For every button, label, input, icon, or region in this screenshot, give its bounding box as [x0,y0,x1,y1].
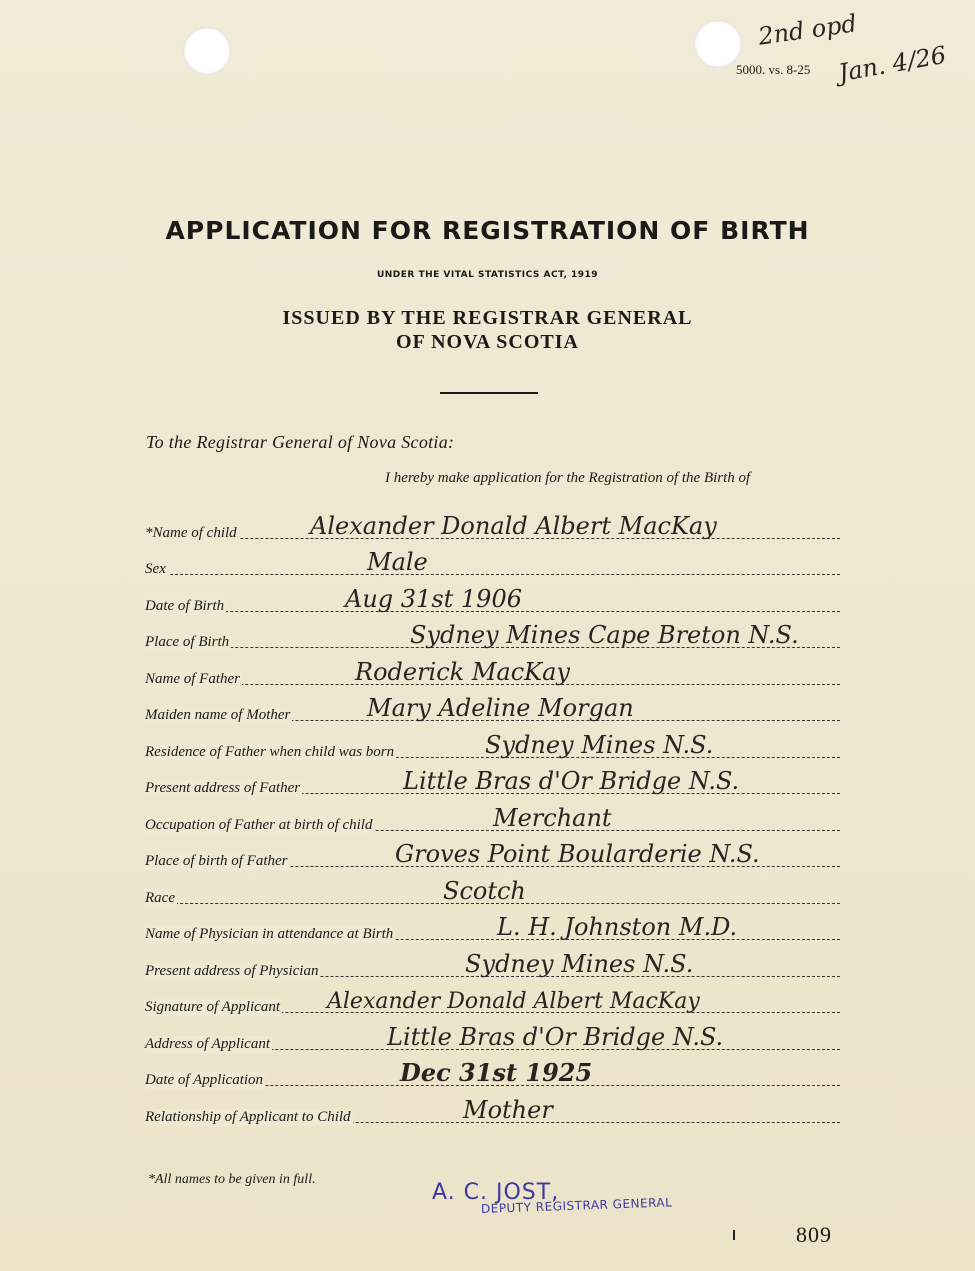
salutation: To the Registrar General of Nova Scotia: [146,432,455,452]
field-label: Sex [145,561,166,577]
serial-number: 809 [796,1222,832,1247]
form-number: 5000. vs. 8-25 [736,62,811,77]
issuer-line-1: ISSUED BY THE REGISTRAR GENERAL [282,307,693,329]
form-title: APPLICATION FOR REGISTRATION OF BIRTH [165,216,810,245]
handwritten-corner-date: Jan. 4/26 [836,40,949,88]
field-value: Dec 31st 1925 [400,1058,593,1087]
field-sex [145,550,840,580]
punch-hole-left [183,27,231,75]
field-value: Roderick MacKay [355,658,570,686]
field-value: Scotch [443,877,526,905]
field-father-present-address [145,769,840,799]
intro-text: I hereby make application for the Registration of the Birth of [385,470,751,486]
field-label: Name of Father [145,671,240,687]
field-label: Maiden name of Mother [145,707,291,723]
field-value: Sydney Mines N.S. [485,731,714,759]
field-value: Alexander Donald Albert MacKay [310,512,717,540]
field-label: Present address of Father [145,780,301,796]
field-label: Occupation of Father at birth of child [145,817,373,833]
field-value: L. H. Johnston M.D. [497,913,738,941]
field-value: Sydney Mines N.S. [465,950,694,978]
field-value: Sydney Mines Cape Breton N.S. [410,621,799,649]
field-mother-maiden-name [145,696,840,726]
field-value: Male [367,548,428,576]
field-value: Little Bras d'Or Bridge N.S. [403,767,740,795]
field-place-of-birth [145,623,840,653]
field-date-of-birth [145,587,840,617]
field-label: Date of Application [145,1072,264,1088]
field-father-residence [145,733,840,763]
field-applicant-relationship [145,1098,840,1128]
field-label: *Name of child [145,525,237,541]
registrar-stamp-name: A. C. JOST, [432,1180,560,1205]
field-value: Little Bras d'Or Bridge N.S. [387,1023,724,1051]
field-value: Aug 31st 1906 [345,585,522,613]
field-label: Name of Physician in attendance at Birth [145,926,394,942]
field-father-birthplace [145,842,840,872]
field-label: Signature of Applicant [145,999,280,1015]
field-label: Race [145,890,175,906]
serial-tick-mark [733,1230,735,1240]
field-value: Mary Adeline Morgan [367,694,634,722]
field-label: Place of birth of Father [145,853,288,869]
field-application-date [145,1058,840,1091]
field-name-of-child [145,514,840,544]
field-name-of-father [145,660,840,690]
field-applicant-signature [145,988,840,1018]
field-label: Relationship of Applicant to Child [145,1109,351,1125]
field-value: Groves Point Boularderie N.S. [395,840,760,868]
title-divider [440,392,538,394]
field-value: Mother [463,1096,553,1124]
field-father-occupation [145,806,840,836]
field-label: Address of Applicant [145,1036,270,1052]
issuer [0,306,975,354]
handwritten-corner-note: 2nd opd [756,9,859,51]
field-value: Merchant [493,804,612,832]
field-label: Date of Birth [145,598,225,614]
footnote: *All names to be given in full. [148,1172,316,1187]
issuer-line-2: OF NOVA SCOTIA [396,331,579,353]
punch-hole-right [694,20,742,68]
field-applicant-address [145,1025,840,1055]
field-race [145,879,840,909]
field-physician-address [145,952,840,982]
field-label: Residence of Father when child was born [145,744,395,760]
field-physician-name [145,915,840,945]
field-label: Place of Birth [145,634,230,650]
act-subtitle: UNDER THE VITAL STATISTICS ACT, 1919 [376,270,599,280]
registrar-stamp-title: DEPUTY REGISTRAR GENERAL [480,1195,673,1216]
field-value: Alexander Donald Albert MacKay [327,989,700,1014]
field-label: Present address of Physician [145,963,319,979]
